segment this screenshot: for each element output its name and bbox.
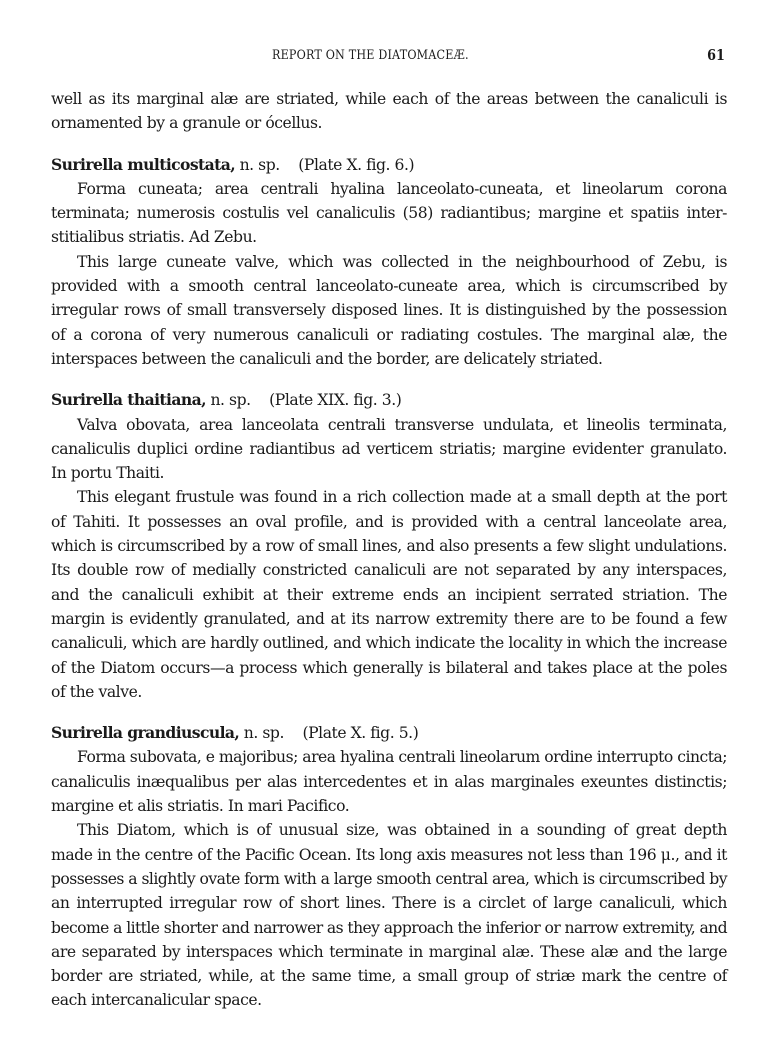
english-description	[51, 250, 727, 371]
plate-reference: (Plate X. fig. 5.)	[302, 724, 419, 743]
species-heading	[51, 388, 727, 412]
species-name: Surirella thaitiana,	[51, 390, 206, 410]
species-name: Surirella grandiuscula,	[51, 723, 240, 743]
latin-diagnosis	[51, 745, 727, 818]
species-designation: n. sp.	[243, 724, 284, 743]
text-line: of Tahiti. It possesses an oval profile, and is provided with a central lanceolate area,	[51, 512, 727, 531]
text-line: Forma subovata, e majoribus; area hyalina centrali lineolarum ordine interrupto cincta;	[77, 748, 727, 767]
species-section-multicostata	[51, 153, 727, 372]
text-line: of a corona of very numerous canaliculi or radiating costules. The marginal alæ, the	[51, 325, 727, 344]
continuation-paragraph	[51, 87, 727, 136]
text-line: made in the centre of the Pacific Ocean. Its long axis measures not less than 196 μ., and it	[51, 845, 727, 864]
species-section-grandiuscula	[51, 721, 727, 1013]
species-designation: n. sp.	[210, 391, 251, 410]
text-line: canaliculis inæqualibus per alas intercedentes et in alas marginales exeuntes distinctis;	[51, 772, 727, 791]
text-line: margine et alis striatis. In mari Pacifico.	[51, 797, 350, 816]
plate-reference: (Plate XIX. fig. 3.)	[269, 391, 402, 410]
latin-diagnosis	[51, 177, 727, 250]
text-line: terminata; numerosis costulis vel canaliculis (58) radiantibus; margine et spatiis inter-	[51, 204, 727, 223]
text-line: Its double row of medially constricted canaliculi are not separated by any interspaces,	[51, 561, 727, 580]
plate-reference: (Plate X. fig. 6.)	[298, 155, 415, 174]
latin-diagnosis	[51, 413, 727, 486]
species-section-thaitiana	[51, 388, 727, 704]
text-line: Forma cuneata; area centrali hyalina lanceolato-cuneata, et lineolarum corona	[77, 179, 727, 198]
text-line: each intercanalicular space.	[51, 991, 262, 1010]
running-head	[51, 48, 727, 68]
text-line: border are striated, while, at the same time, a small group of striæ mark the centre of	[51, 967, 727, 986]
text-line: This elegant frustule was found in a rich collection made at a small depth at the port	[77, 488, 727, 507]
text-line: In portu Thaiti.	[51, 464, 164, 483]
text-line: and the canaliculi exhibit at their extreme ends an incipient serrated striation. The	[51, 585, 727, 604]
text-line: are separated by interspaces which terminate in marginal alæ. These alæ and the large	[51, 942, 727, 961]
text-line: irregular rows of small transversely disposed lines. It is distinguished by the possession	[51, 301, 727, 320]
species-designation: n. sp.	[239, 155, 280, 174]
text-line: provided with a smooth central lanceolato-cuneate area, which is circumscribed by	[51, 277, 727, 296]
running-title: REPORT ON THE DIATOMACEÆ.	[272, 48, 469, 63]
text-line: stitialibus striatis. Ad Zebu.	[51, 228, 257, 247]
text-line: well as its marginal alæ are striated, while each of the areas between the canaliculi is	[51, 90, 727, 108]
text-line: an interrupted irregular row of short lines. There is a circlet of large canaliculi, which	[51, 894, 727, 913]
text-line: canaliculi, which are hardly outlined, and which indicate the locality in which the increase	[51, 634, 727, 653]
text-line: possesses a slightly ovate form with a large smooth central area, which is circumscribed by	[51, 869, 727, 888]
species-heading	[51, 153, 727, 177]
text-line: which is circumscribed by a row of small lines, and also presents a few slight undulations.	[51, 537, 727, 556]
english-description	[51, 818, 727, 1012]
text-line: canaliculis duplici ordine radiantibus ad verticem striatis; margine evidenter granulato.	[51, 439, 727, 458]
text-line: margin is evidently granulated, and at its narrow extremity there are to be found a few	[51, 609, 727, 628]
text-line: Valva obovata, area lanceolata centrali transverse undulata, et lineolis terminata,	[77, 415, 727, 434]
species-name: Surirella multicostata,	[51, 154, 236, 174]
text-line: This large cuneate valve, which was collected in the neighbourhood of Zebu, is	[77, 252, 727, 271]
text-line: of the valve.	[51, 682, 142, 701]
english-description	[51, 485, 727, 704]
page-number: 61	[707, 46, 725, 64]
species-heading	[51, 721, 727, 745]
text-line: become a little shorter and narrower as they approach the inferior or narrow extremity, and	[51, 918, 727, 937]
body-text	[51, 87, 727, 1013]
text-line: ornamented by a granule or ócellus.	[51, 114, 323, 133]
text-line: This Diatom, which is of unusual size, was obtained in a sounding of great depth	[77, 821, 727, 840]
text-line: of the Diatom occurs—a process which generally is bilateral and takes place at the poles	[51, 658, 727, 677]
text-line: interspaces between the canaliculi and the border, are delicately striated.	[51, 349, 603, 368]
